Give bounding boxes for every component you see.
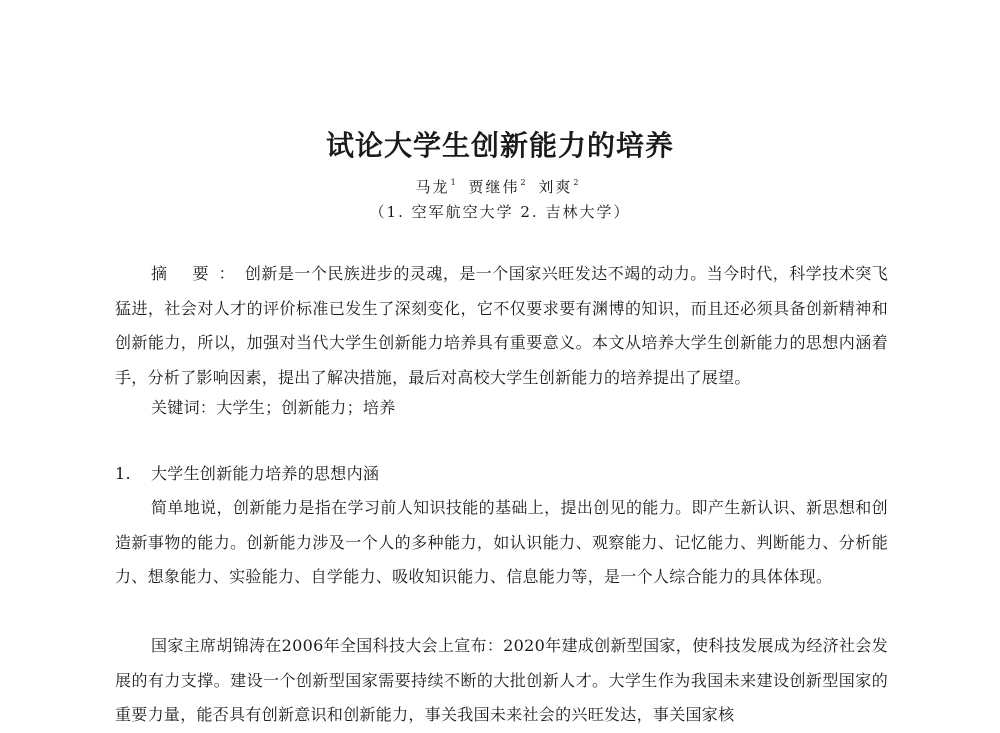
author-name: 贾继伟: [468, 178, 520, 196]
author-line: [0, 172, 1000, 198]
body-paragraph: 国家主席胡锦涛在2006年全国科技大会上宣布：2020年建成创新型国家，使科技发展成为经济社会发展的有力支撑。建设一个创新型国家需要持续不断的大批创新人才。大学生作为我国未来建设创新型国家的重要力量，能否具有创新意识和创新能力，事关我国未来社会的兴旺发达，事关国家核: [115, 636, 888, 724]
author-name: 马龙: [415, 178, 450, 196]
author-name: 刘爽: [538, 178, 573, 196]
author-affiliation-mark: 2: [573, 178, 581, 187]
section-number: 1.: [115, 464, 131, 483]
keywords-label: 关键词：: [151, 398, 217, 417]
paper-title: 试论大学生创新能力的培养: [325, 129, 674, 162]
abstract-label: 摘 要：: [151, 264, 245, 283]
keywords: [151, 395, 396, 421]
affiliations: （1. 空军航空大学 2. 吉林大学）: [369, 203, 631, 221]
author-affiliation-mark: 2: [520, 178, 528, 187]
section-title: 大学生创新能力培养的思想内涵: [151, 464, 380, 483]
keywords-text: 大学生；创新能力；培养: [216, 398, 396, 417]
section-heading: [115, 461, 379, 487]
abstract: [115, 257, 888, 395]
author-affiliation-mark: 1: [450, 178, 458, 187]
abstract-text: 创新是一个民族进步的灵魂，是一个国家兴旺发达不竭的动力。当今时代，科学技术突飞猛进，社会对人才的评价标准已发生了深刻变化，它不仅要求要有渊博的知识，而且还必须具备创新精神和创新能力，所以，加强对当代大学生创新能力培养具有重要意义。本文从培养大学生创新能力的思想内涵着手，分析了影响因素，提出了解决措施，最后对高校大学生创新能力的培养提出了展望。: [115, 264, 888, 387]
body-paragraph: 简单地说，创新能力是指在学习前人知识技能的基础上，提出创见的能力。即产生新认识、新思想和创造新事物的能力。创新能力涉及一个人的多种能力，如认识能力、观察能力、记忆能力、判断能力、分析能力、想象能力、实验能力、自学能力、吸收知识能力、信息能力等，是一个人综合能力的具体体现。: [115, 498, 888, 586]
